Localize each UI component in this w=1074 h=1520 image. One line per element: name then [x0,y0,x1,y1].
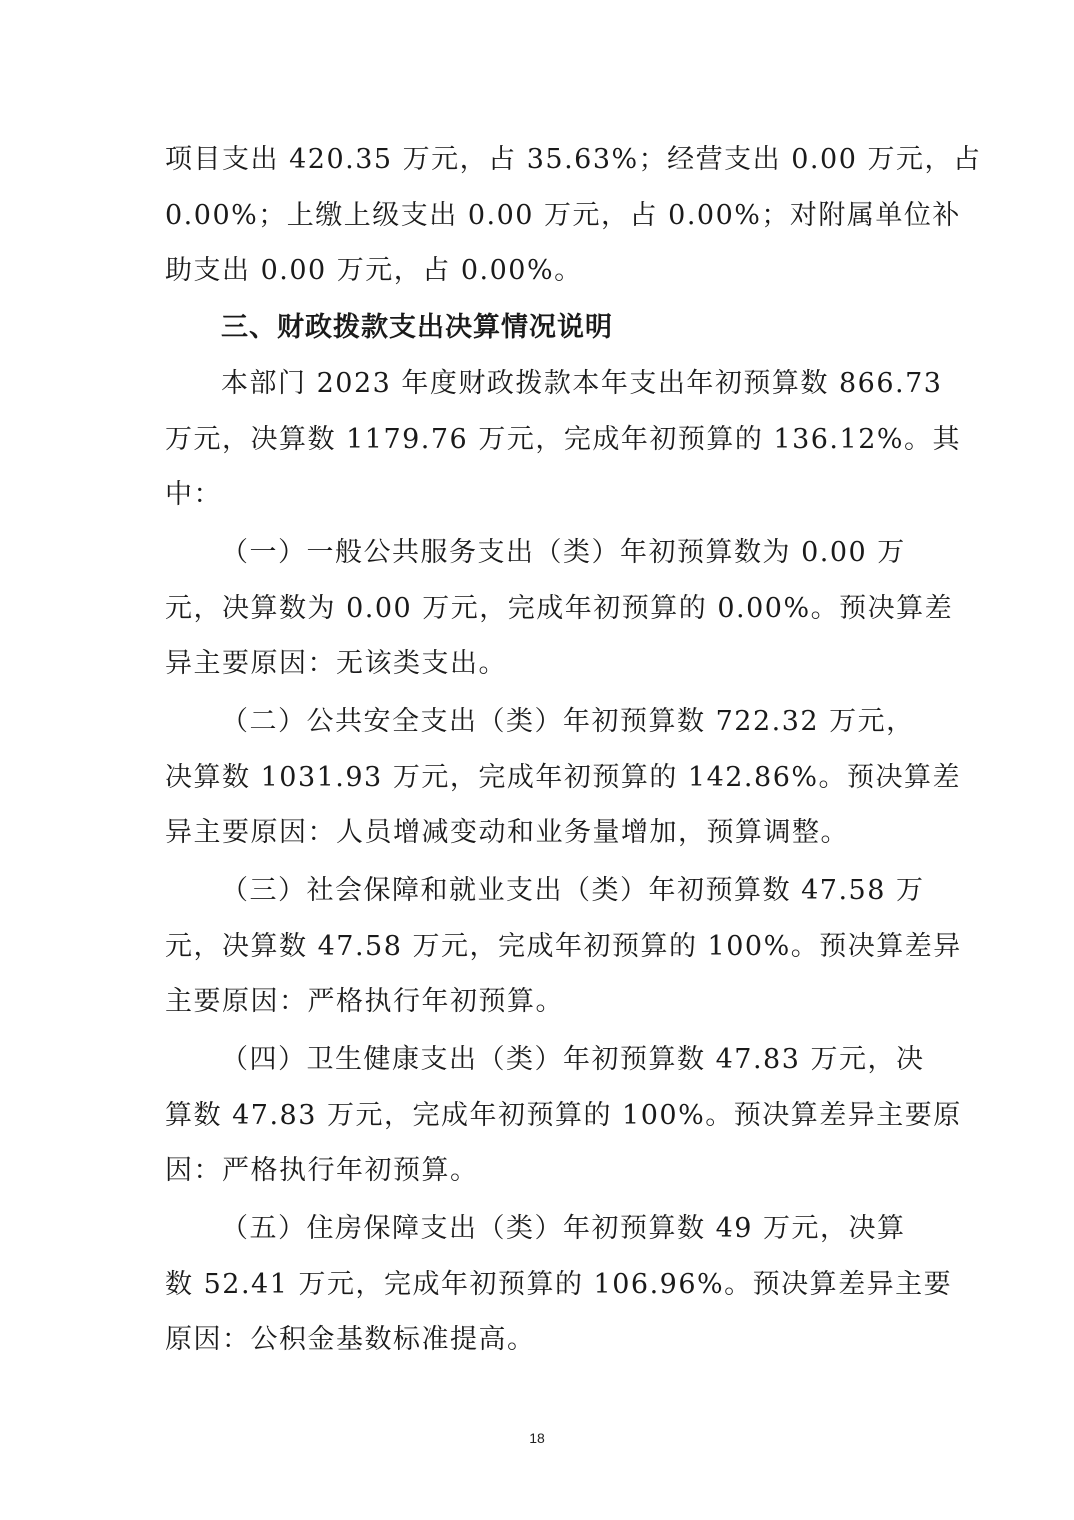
text-line: 原因：公积金基数标准提高。 [165,1324,536,1355]
text-line: 异主要原因：无该类支出。 [165,648,507,679]
text-line: 决算数 1031.93 万元，完成年初预算的 142.86%。预决算差 [165,762,962,793]
section-heading: 三、财政拨款支出决算情况说明 [221,312,613,343]
text-line: 助支出 0.00 万元，占 0.00%。 [165,255,583,286]
text-line: 异主要原因：人员增减变动和业务量增加，预算调整。 [165,817,849,848]
text-line: 万元，决算数 1179.76 万元，完成年初预算的 136.12%。其 [165,424,962,455]
text-line: 算数 47.83 万元，完成年初预算的 100%。预决算差异主要原 [165,1100,962,1131]
text-line: （一）一般公共服务支出（类）年初预算数为 0.00 万 [221,537,906,568]
text-line: （五）住房保障支出（类）年初预算数 49 万元，决算 [221,1213,906,1244]
text-line: 0.00%；上缴上级支出 0.00 万元，占 0.00%；对附属单位补 [165,200,961,231]
text-line: 本部门 2023 年度财政拨款本年支出年初预算数 866.73 [221,368,943,399]
page-number: 18 [529,1430,545,1446]
text-line: 因：严格执行年初预算。 [165,1155,479,1186]
text-line: （二）公共安全支出（类）年初预算数 722.32 万元， [221,706,915,737]
text-line: 元，决算数 47.58 万元，完成年初预算的 100%。预决算差异 [165,931,962,962]
text-line: 中： [165,479,222,510]
text-line: 元，决算数为 0.00 万元，完成年初预算的 0.00%。预决算差 [165,593,954,624]
text-line: 数 52.41 万元，完成年初预算的 106.96%。预决算差异主要 [165,1269,953,1300]
text-line: 项目支出 420.35 万元，占 35.63%；经营支出 0.00 万元，占 [165,144,982,175]
text-line: （三）社会保障和就业支出（类）年初预算数 47.58 万 [221,875,925,906]
text-line: （四）卫生健康支出（类）年初预算数 47.83 万元，决 [221,1044,925,1075]
text-line: 主要原因：严格执行年初预算。 [165,986,564,1017]
